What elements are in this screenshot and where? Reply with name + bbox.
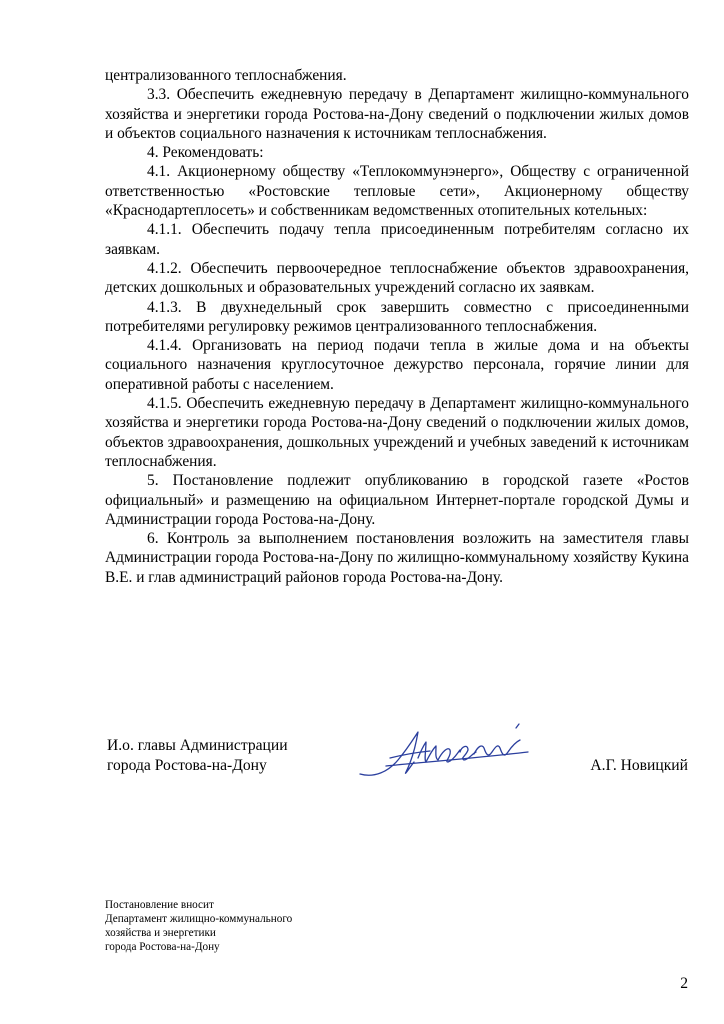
submitted-by-line-1: Постановление вносит (105, 899, 214, 911)
submitted-by-note (105, 898, 292, 954)
handwritten-signature (356, 722, 536, 784)
submitted-by-line-2: Департамент жилищно-коммунального (105, 913, 293, 925)
paragraph: 4.1.1. Обеспечить подачу тепла присоединенным потребителям согласно их заявкам. (105, 221, 689, 258)
signatory-title (107, 736, 288, 776)
paragraph: 6. Контроль за выполнением постановления возложить на заместителя главы Администрации города Ростова-на-Дону по жилищно-коммунальному хозяйству Кукина В.Е. и глав администраций районов города Ростова-на-Дону. (105, 530, 689, 586)
paragraph: 5. Постановление подлежит опубликованию в городской газете «Ростов официальный» и размещению на официальном Интернет-портале городской Думы и Администрации города Ростова-на-Дону. (105, 472, 689, 528)
paragraph: 4. Рекомендовать: (147, 144, 264, 162)
paragraph: централизованного теплоснабжения. (105, 67, 347, 84)
paragraph: 4.1.3. В двухнедельный срок завершить совместно с присоединенными потребителями регулировку режимов централизованного теплоснабжения. (105, 298, 689, 335)
paragraph: 4.1.5. Обеспечить ежедневную передачу в Департамент жилищно-коммунального хозяйства и энергетики города Ростова-на-Дону сведений о подключении жилых домов, объектов здравоохранения, дошкольных учреждений и учебных заведений к источникам теплоснабжения. (105, 395, 689, 470)
document-body (105, 66, 689, 587)
submitted-by-line-3: хозяйства и энергетики (105, 927, 216, 939)
paragraph: 4.1. Акционерному обществу «Теплокоммунэнерго», Обществу с ограниченной ответственностью «Ростовские тепловые сети», Акционерному обществу «Краснодартеплосеть» и собственникам ведомственных отопительных котельных: (105, 163, 689, 220)
paragraph: 4.1.2. Обеспечить первоочередное теплоснабжение объектов здравоохранения, детских дошкольных и образовательных учреждений согласно их заявкам. (105, 259, 689, 297)
signatory-title-line-1: И.о. главы Администрации (107, 737, 288, 754)
signatory-name: А.Г. Новицкий (590, 757, 688, 774)
submitted-by-line-4: города Ростова-на-Дону (105, 941, 220, 953)
signatory-title-line-2: города Ростова-на-Дону (107, 757, 267, 774)
paragraph: 4.1.4. Организовать на период подачи тепла в жилые дома и на объекты социального назначения круглосуточное дежурство персонала, горячие линии для оперативной работы с населением. (105, 337, 689, 393)
paragraph: 3.3. Обеспечить ежедневную передачу в Департамент жилищно-коммунального хозяйства и энергетики города Ростова-на-Дону сведений о подключении жилых домов и объектов социального назначения к источникам теплоснабжения. (105, 86, 689, 142)
page-number: 2 (680, 975, 688, 992)
